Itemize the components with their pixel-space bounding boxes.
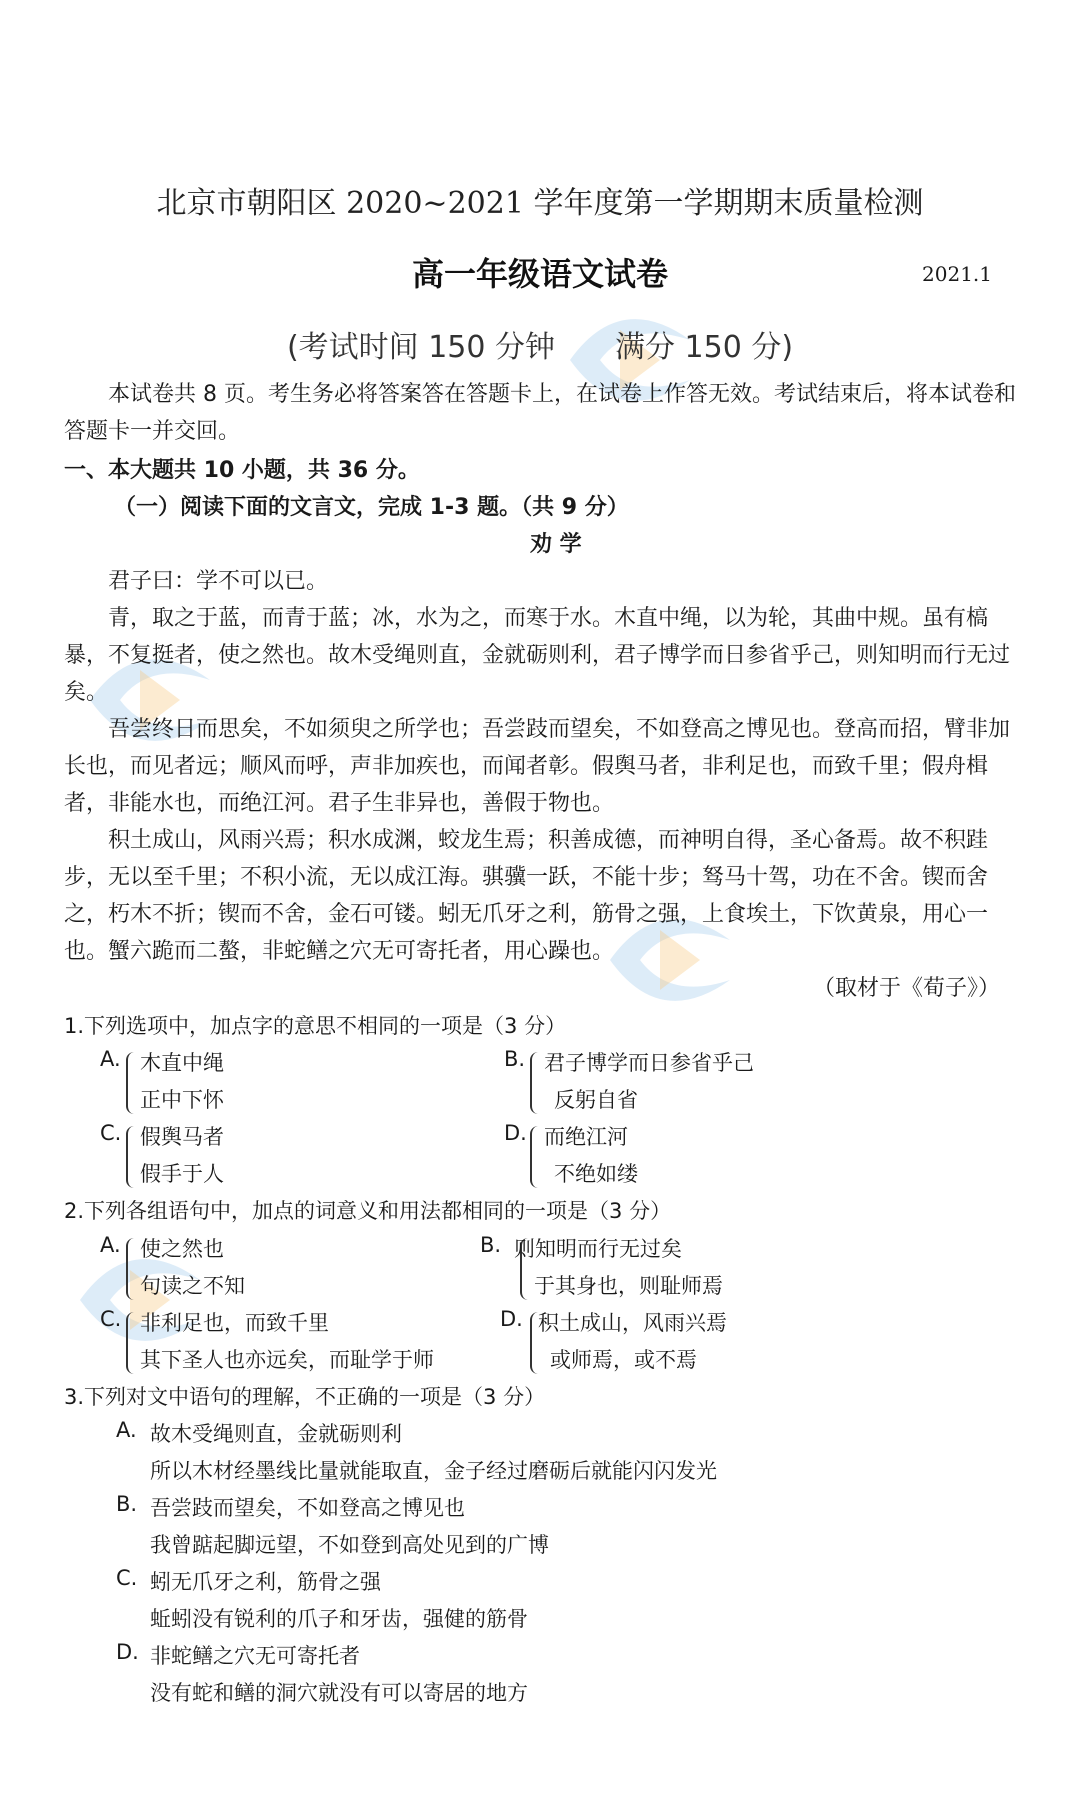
q2-option-c-brace xyxy=(126,1312,138,1374)
q3-option-original: 非蛇鳝之穴无可寄托者 xyxy=(150,1644,360,1668)
q1-option-a-line2: 正中下怀 xyxy=(140,1088,224,1112)
q3-option-original: 故木受绳则直，金就砺则利 xyxy=(150,1422,402,1446)
q3-option-translation: 没有蛇和鳝的洞穴就没有可以寄居的地方 xyxy=(150,1681,528,1705)
q2-option-b-line1: 则知明而行无过矣 xyxy=(514,1237,682,1261)
exam-title: 北京市朝阳区 2020~2021 学年度第一学期期末质量检测 xyxy=(156,186,924,221)
q1-option-c-line1: 假舆马者 xyxy=(140,1125,224,1149)
time-info: (考试时间 150 分钟 满分 150 分) xyxy=(286,330,794,365)
q3-option-label: D. xyxy=(116,1640,139,1664)
q2-option-d-line1: 积土成山，风雨兴焉 xyxy=(538,1311,727,1335)
q3-option-translation: 蚯蚓没有锐利的爪子和牙齿，强健的筋骨 xyxy=(150,1607,528,1631)
q2-option-a-line1: 使之然也 xyxy=(140,1237,224,1261)
q3-option-label: C. xyxy=(116,1566,138,1590)
q1-option-d-line1: 而绝江河 xyxy=(544,1125,628,1149)
q3-option-label: B. xyxy=(116,1492,138,1516)
q2-option-a-line2: 句读之不知 xyxy=(140,1274,245,1298)
passage-title: 劝 学 xyxy=(530,532,582,557)
section-subheading: （一）阅读下面的文言文，完成 1-3 题。（共 9 分） xyxy=(114,495,629,520)
instructions: 本试卷共 8 页。考生务必将答案答在答题卡上，在试卷上作答无效。考试结束后，将本试卷和答题卡一并交回。 xyxy=(64,382,1016,444)
q1-option-a-brace xyxy=(126,1052,138,1114)
q2-option-d-line2: 或师焉，或不焉 xyxy=(550,1348,697,1372)
q1-option-d-label: D. xyxy=(504,1121,527,1145)
q1-option-c-line2: 假手于人 xyxy=(140,1162,224,1186)
question-2-stem: 2.下列各组语句中，加点的词意义和用法都相同的一项是（3 分） xyxy=(64,1199,672,1223)
q3-option-label: A. xyxy=(116,1418,137,1442)
q3-option-translation: 所以木材经墨线比量就能取直，金子经过磨砺后就能闪闪发光 xyxy=(150,1459,717,1483)
question-3-stem: 3.下列对文中语句的理解，不正确的一项是（3 分） xyxy=(64,1385,546,1409)
q2-option-b-label: B. xyxy=(480,1233,502,1257)
passage-paragraph: 青，取之于蓝，而青于蓝；冰，水为之，而寒于水。木直中绳，以为轮，其曲中规。虽有槁暴，不复挺者，使之然也。故木受绳则直，金就砺则利，君子博学而日参省乎己，则知明而行无过矣。 xyxy=(64,606,1011,705)
q1-option-b-line1: 君子博学而日参省乎己 xyxy=(544,1051,754,1075)
q3-option-original: 吾尝跂而望矣，不如登高之博见也 xyxy=(150,1496,465,1520)
q2-option-a-brace xyxy=(126,1238,138,1300)
passage-paragraph: 积土成山，风雨兴焉；积水成渊，蛟龙生焉；积善成德，而神明自得，圣心备焉。故不积跬步，无以至千里；不积小流，无以成江海。骐骥一跃，不能十步；驽马十驾，功在不舍。锲而舍之，朽木不折；锲而不舍，金石可镂。蚓无爪牙之利，筋骨之强，上食埃土，下饮黄泉，用心一也。蟹六跪而二螯，非蛇鳝之穴无可寄托者，用心躁也。 xyxy=(64,828,989,964)
q1-option-d-brace xyxy=(530,1126,542,1188)
q2-option-c-line1: 非利足也，而致千里 xyxy=(140,1311,329,1335)
q1-option-a-line1: 木直中绳 xyxy=(140,1051,224,1075)
passage-source: （取材于《荀子》） xyxy=(812,976,1000,1001)
passage-paragraph: 君子曰：学不可以已。 xyxy=(108,569,329,594)
paper-title: 高一年级语文试卷 xyxy=(411,255,668,293)
q2-option-a-label: A. xyxy=(100,1233,121,1257)
exam-date: 2021.1 xyxy=(922,262,992,286)
passage-paragraph: 吾尝终日而思矣，不如须臾之所学也；吾尝跂而望矣，不如登高之博见也。登高而招，臂非加长也，而见者远；顺风而呼，声非加疾也，而闻者彰。假舆马者，非利足也，而致千里；假舟楫者，非能水也，而绝江河。君子生非异也，善假于物也。 xyxy=(64,717,1011,816)
q2-option-b-line2: 于其身也，则耻师焉 xyxy=(534,1274,723,1298)
q2-option-c-line2: 其下圣人也亦远矣，而耻学于师 xyxy=(140,1348,434,1372)
q1-option-b-brace xyxy=(530,1052,542,1114)
q1-option-b-line2: 反躬自省 xyxy=(554,1088,638,1112)
section-heading: 一、本大题共 10 小题，共 36 分。 xyxy=(64,458,420,483)
q2-option-d-label: D. xyxy=(500,1307,523,1331)
q1-option-c-brace xyxy=(126,1126,138,1188)
q2-option-c-label: C. xyxy=(100,1307,122,1331)
q1-option-b-label: B. xyxy=(504,1047,526,1071)
q1-option-c-label: C. xyxy=(100,1121,122,1145)
q1-option-d-line2: 不绝如缕 xyxy=(554,1162,638,1186)
q3-option-translation: 我曾踮起脚远望，不如登到高处见到的广博 xyxy=(150,1533,549,1557)
q1-option-a-label: A. xyxy=(100,1047,121,1071)
q3-option-original: 蚓无爪牙之利，筋骨之强 xyxy=(150,1570,381,1594)
question-1-stem: 1.下列选项中，加点字的意思不相同的一项是（3 分） xyxy=(64,1014,567,1038)
